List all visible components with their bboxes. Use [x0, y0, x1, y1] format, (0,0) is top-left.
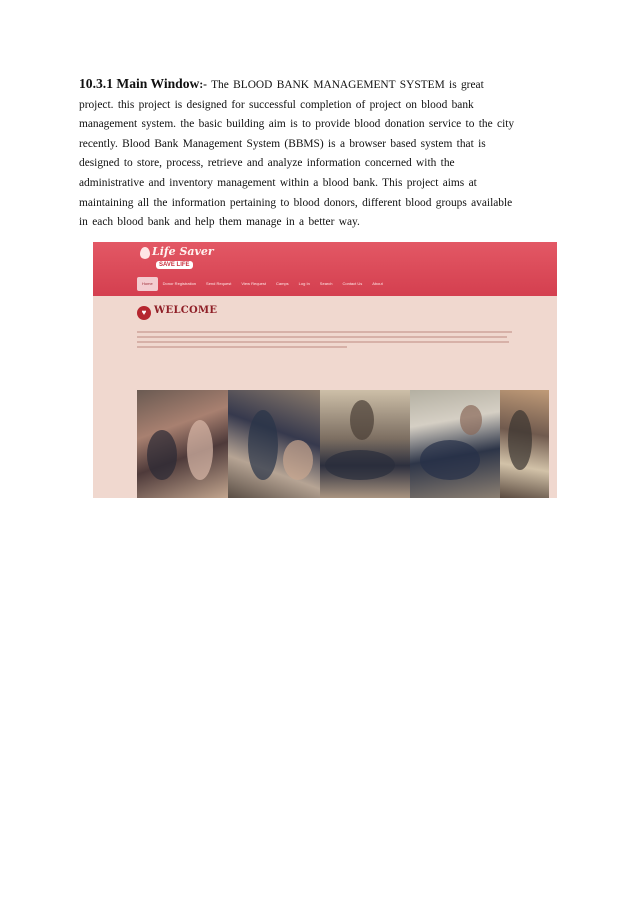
- website-screenshot: [93, 242, 557, 498]
- nav-item-contact-us[interactable]: Contact Us: [342, 281, 363, 286]
- nav-item-log-in[interactable]: Log In: [298, 281, 310, 286]
- welcome-intro-text: [137, 331, 517, 351]
- intro-text-line: [137, 336, 507, 338]
- heading-suffix: :-: [199, 79, 207, 91]
- nav-item-send-request[interactable]: Send Request: [206, 281, 232, 286]
- photo-gallery: [137, 390, 549, 498]
- main-window-paragraph: [79, 74, 557, 233]
- heart-icon: ♥: [137, 306, 151, 320]
- paragraph-line-4: recently. Blood Bank Management System (BBMS) is a browser based system that is: [79, 137, 486, 150]
- intro-text-line: [137, 341, 509, 343]
- blood-drop-icon: [140, 247, 150, 259]
- donation-camp-photo: [137, 390, 228, 498]
- paragraph-line-1: [79, 74, 557, 96]
- nav-item-home[interactable]: Home: [137, 277, 158, 291]
- paragraph-line-text: The BLOOD BANK MANAGEMENT SYSTEM is great: [206, 79, 484, 91]
- donation-camp-photo: [500, 390, 549, 498]
- paragraph-line-3: management system. the basic building aim is to provide blood donation service to the city: [79, 118, 515, 131]
- paragraph-line-7: maintaining all the information pertaining to blood donors, different blood groups available: [79, 196, 513, 209]
- donation-camp-photo: [228, 390, 320, 498]
- nav-item-donor-registration[interactable]: Donor Registration: [162, 281, 197, 286]
- paragraph-line-8: in each blood bank and help them manage in a better way.: [79, 216, 360, 229]
- paragraph-line-5: designed to store, process, retrieve and analyze information concerned with the: [79, 157, 455, 170]
- welcome-title: WELCOME: [154, 305, 218, 316]
- site-header: [93, 242, 557, 296]
- donation-camp-photo: [410, 390, 500, 498]
- nav-item-about[interactable]: About: [372, 281, 383, 286]
- logo-text: Life Saver: [152, 245, 214, 258]
- section-heading: 10.3.1 Main Window: [79, 76, 200, 91]
- paragraph-line-2: project. this project is designed for successful completion of project on blood bank: [79, 98, 474, 111]
- paragraph-line-6: administrative and inventory management within a blood bank. This project aims at: [79, 176, 477, 189]
- nav-item-camps[interactable]: Camps: [276, 281, 289, 286]
- nav-item-view-request[interactable]: View Request: [241, 281, 266, 286]
- site-nav: [137, 277, 547, 291]
- nav-item-search[interactable]: Search: [319, 281, 333, 286]
- welcome-heading: [137, 304, 257, 324]
- intro-text-line: [137, 331, 512, 333]
- logo-tagline: SAVE LIFE: [156, 261, 193, 269]
- intro-text-line: [137, 346, 347, 348]
- site-logo: [140, 245, 240, 275]
- donation-camp-photo: [320, 390, 410, 498]
